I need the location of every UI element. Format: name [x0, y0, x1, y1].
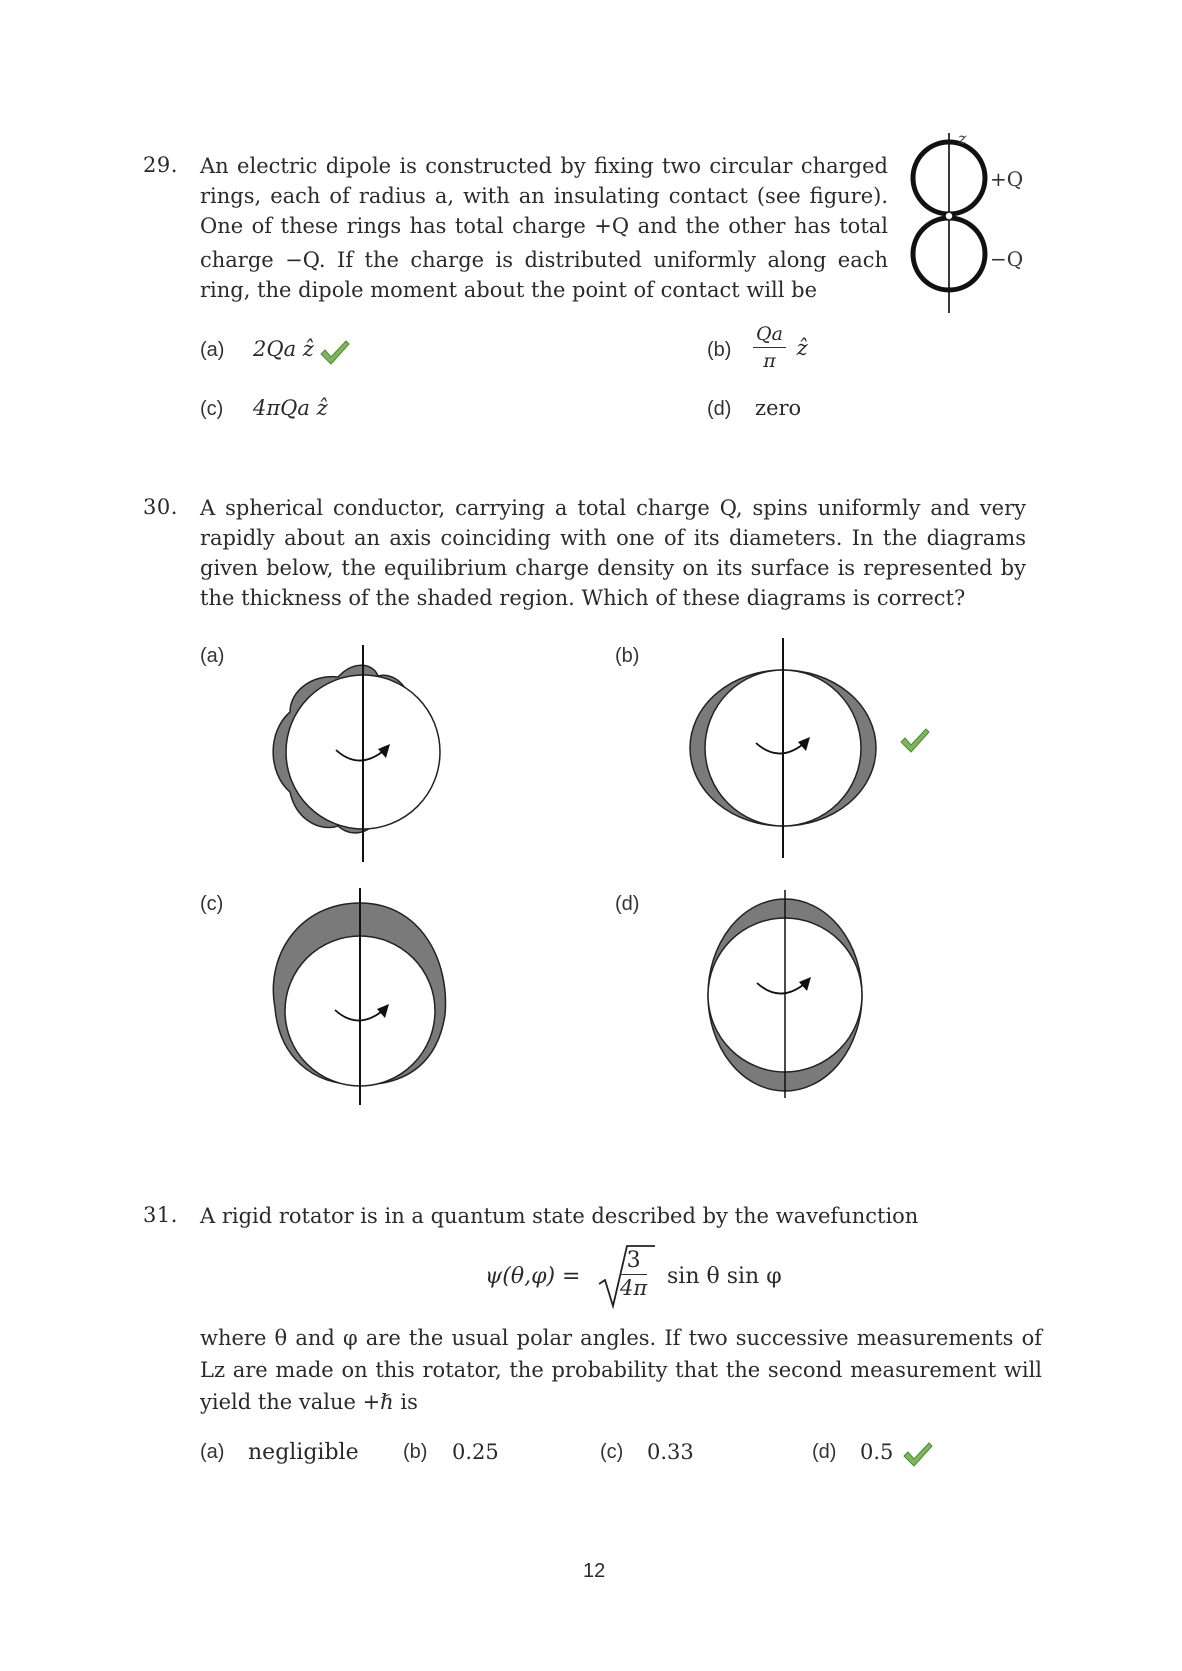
question-29-text [200, 151, 888, 305]
question-31-text [200, 1322, 1042, 1418]
diagram-a-four-lobes[interactable] [250, 640, 460, 870]
text-line: Lz are made on this rotator, the probability that the second measurement will [200, 1358, 1042, 1382]
option-c-text[interactable]: 4πQa ẑ [253, 396, 328, 420]
option-label[interactable]: (b) [707, 339, 732, 361]
correct-check-icon [903, 1442, 933, 1468]
charge-label-positive: +Q [990, 167, 1024, 191]
option-b-text[interactable] [753, 323, 808, 372]
option-label[interactable]: (b) [403, 1441, 428, 1463]
option-label[interactable]: (a) [200, 339, 225, 361]
option-label[interactable]: (b) [615, 645, 640, 667]
text-line: yield the value +ℏ is [200, 1390, 418, 1414]
text-line: the thickness of the shaded region. Which of these diagrams is correct? [200, 586, 966, 610]
diagram-c-top-shaded[interactable] [265, 885, 465, 1110]
question-number: 31. [143, 1203, 178, 1227]
unit-vector: ẑ [796, 335, 808, 360]
equation-fraction [620, 1250, 647, 1299]
equation-rhs: sin θ sin φ [667, 1264, 782, 1289]
fraction [753, 323, 786, 372]
numerator: 3 [620, 1250, 647, 1275]
numerator: Qa [753, 323, 786, 348]
option-label[interactable]: (c) [200, 398, 224, 420]
text-line: A spherical conductor, carrying a total charge Q, spins uniformly and very [200, 496, 1026, 520]
option-a-text[interactable]: 2Qa ẑ [253, 337, 314, 361]
question-31-intro: A rigid rotator is in a quantum state described by the wavefunction [200, 1204, 919, 1228]
option-label[interactable]: (d) [615, 893, 640, 915]
correct-check-icon [320, 340, 350, 366]
option-label[interactable]: (d) [812, 1441, 837, 1463]
charge-label-negative: −Q [990, 247, 1024, 271]
option-label[interactable]: (c) [600, 1441, 624, 1463]
option-a-text[interactable]: negligible [248, 1440, 359, 1465]
dipole-rings-figure [900, 128, 1040, 318]
option-label[interactable]: (a) [200, 1441, 225, 1463]
text-line: given below, the equilibrium charge density on its surface is represented by [200, 556, 1026, 580]
denominator: π [763, 350, 776, 372]
text-line: ring, the dipole moment about the point of contact will be [200, 278, 818, 302]
option-label[interactable]: (a) [200, 645, 225, 667]
text-line: rapidly about an axis coinciding with one of its diameters. In the diagrams [200, 526, 1026, 550]
equation-lhs: ψ(θ,φ) = [485, 1264, 581, 1289]
diagram-b-equatorial[interactable] [680, 633, 880, 863]
option-b-text[interactable]: 0.25 [452, 1440, 499, 1464]
denominator: 4π [620, 1276, 648, 1300]
axis-label-z: z [958, 129, 967, 148]
page-number: 12 [583, 1560, 606, 1582]
text-line: One of these rings has total charge +Q and the other has total [200, 214, 888, 238]
diagram-d-polar[interactable] [695, 885, 875, 1110]
text-line: charge −Q. If the charge is distributed uniformly along each [200, 248, 888, 272]
option-d-text[interactable]: 0.5 [860, 1440, 894, 1464]
question-number: 29. [143, 153, 178, 177]
text-line: An electric dipole is constructed by fixing two circular charged [200, 154, 888, 178]
question-number: 30. [143, 495, 178, 519]
option-label[interactable]: (c) [200, 893, 224, 915]
option-d-text[interactable]: zero [755, 396, 802, 420]
text-line: where θ and φ are the usual polar angles. If two successive measurements of [200, 1326, 1042, 1350]
text-line: rings, each of radius a, with an insulating contact (see figure). [200, 184, 888, 208]
correct-check-icon [900, 728, 930, 754]
option-c-text[interactable]: 0.33 [647, 1440, 694, 1464]
question-30-text [200, 493, 1026, 613]
option-label[interactable]: (d) [707, 398, 732, 420]
wavefunction-equation [485, 1242, 815, 1312]
